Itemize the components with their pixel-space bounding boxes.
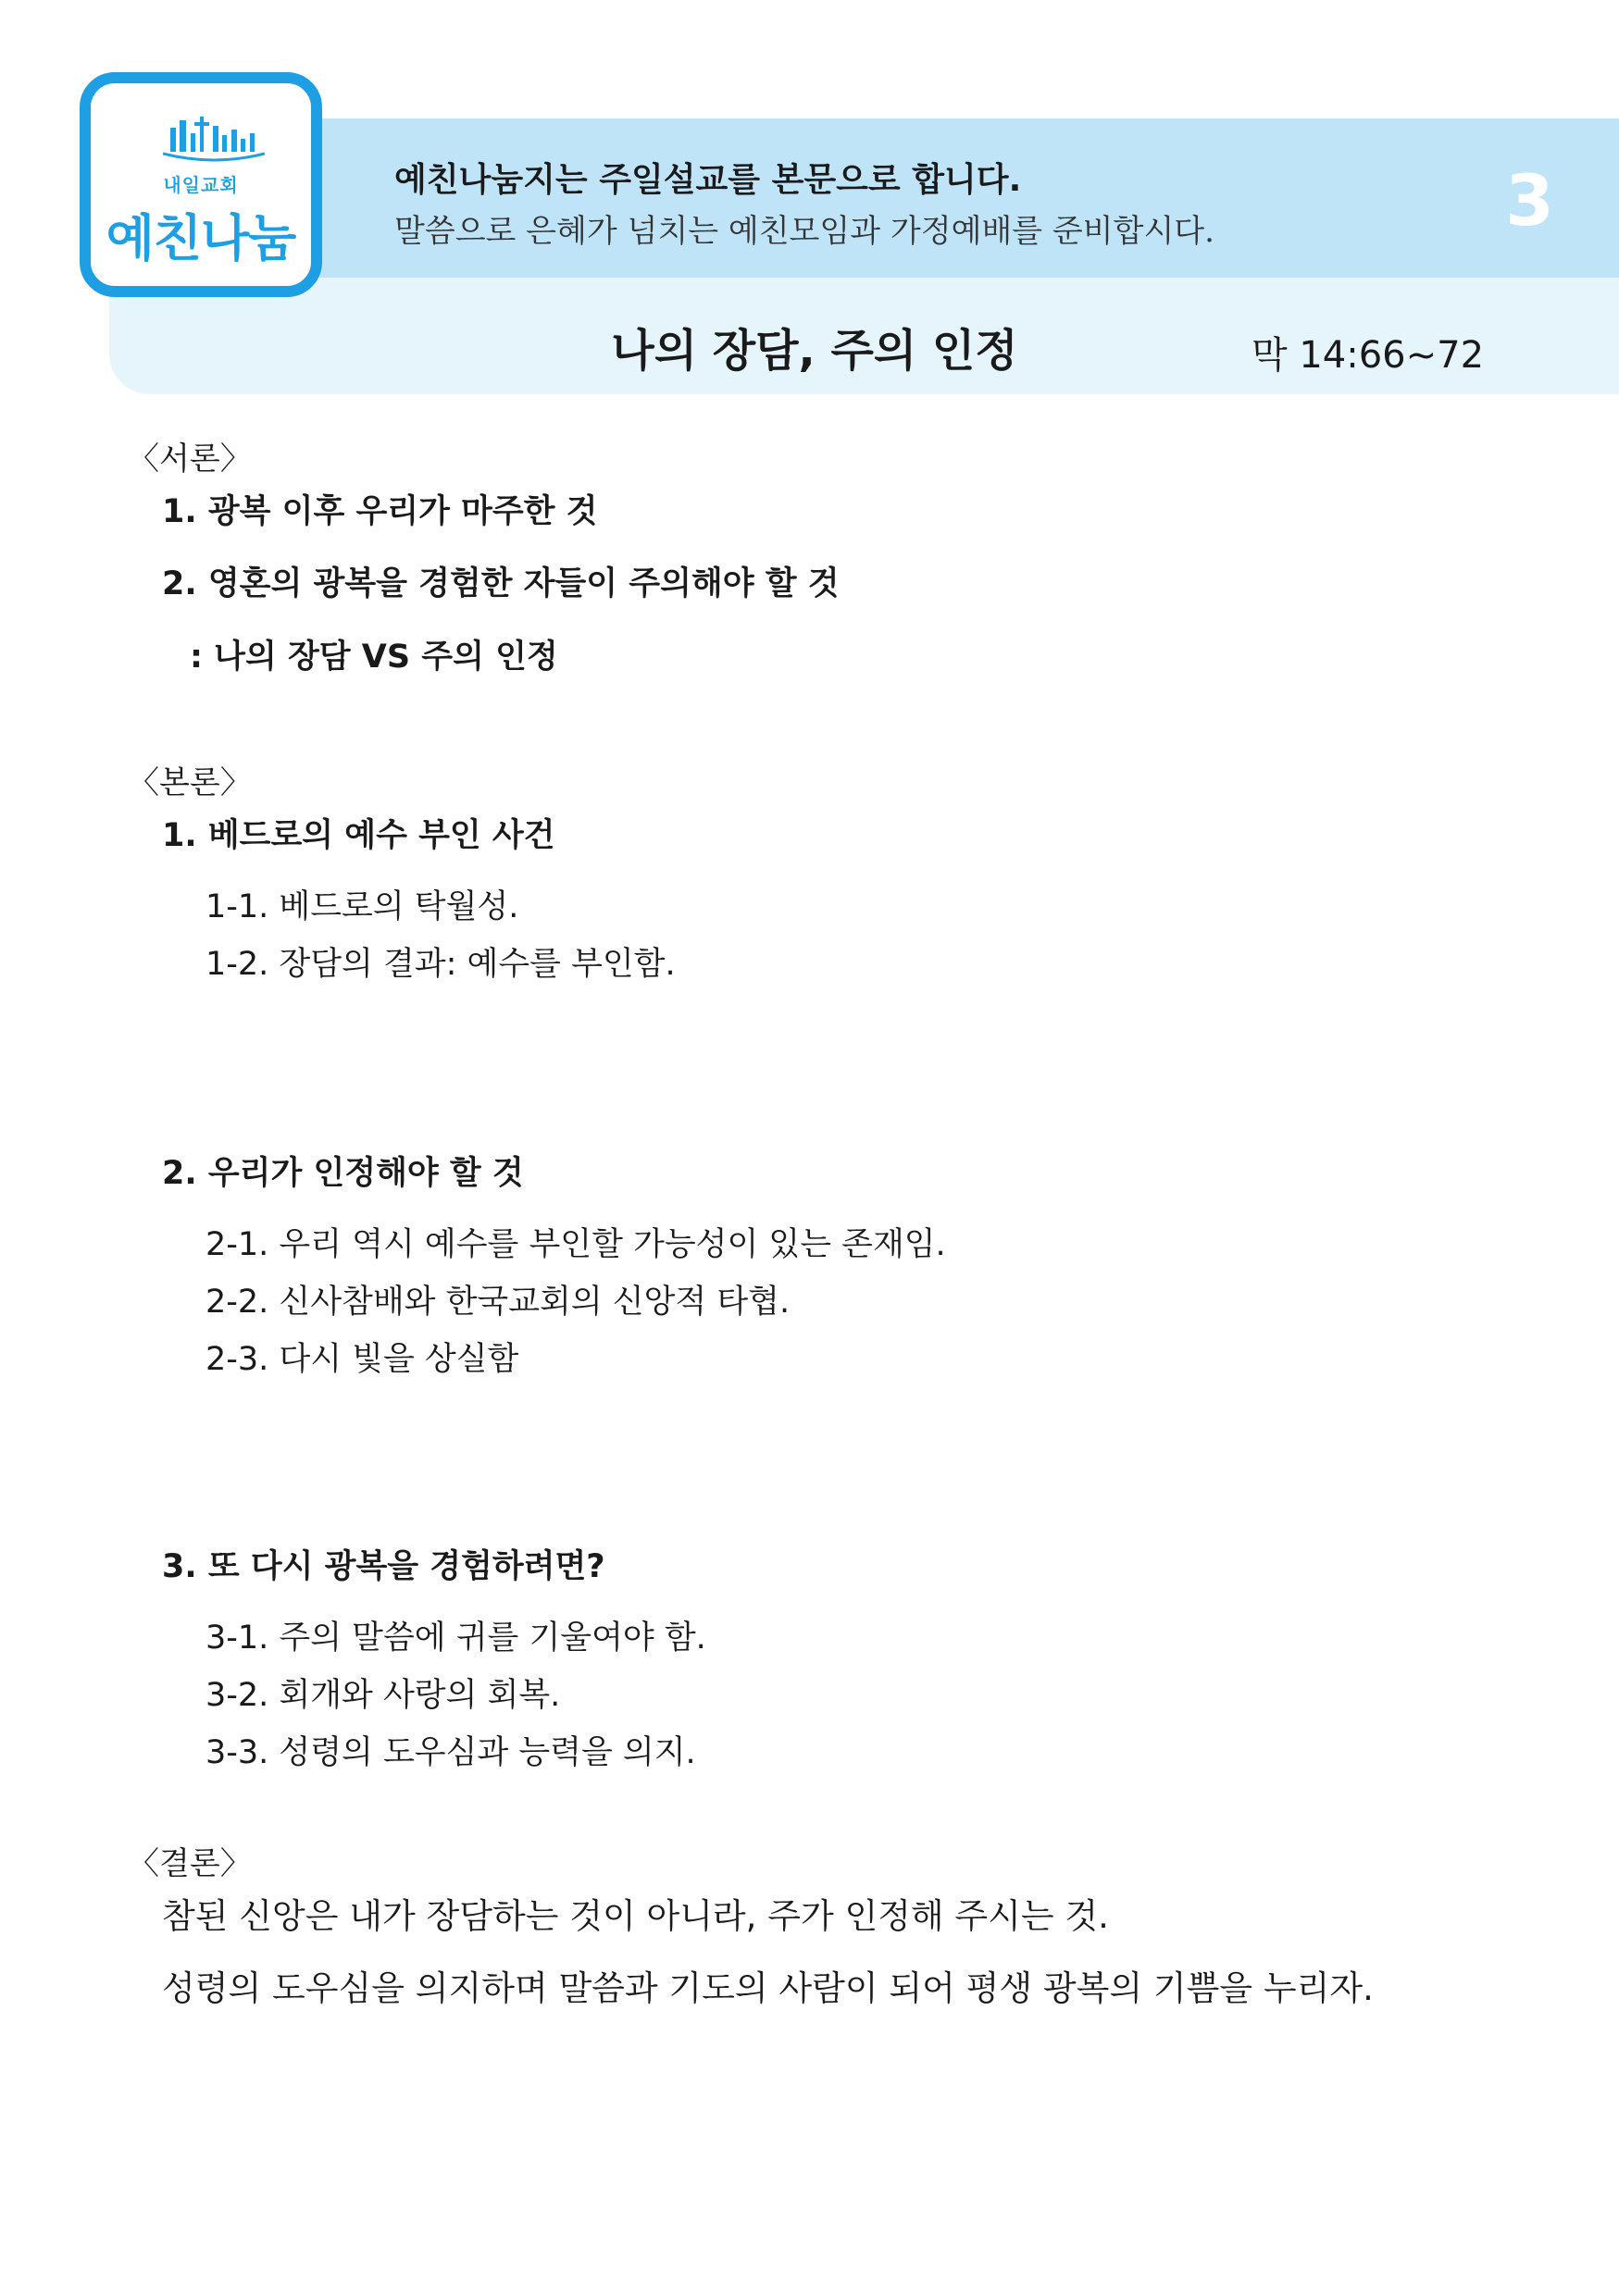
intro-heading: 〈서론〉 bbox=[128, 441, 252, 478]
conclusion-line: 참된 신앙은 내가 장담하는 것이 아니라, 주가 인정해 주시는 것. bbox=[162, 1896, 1109, 1936]
church-skyline-icon bbox=[163, 107, 265, 165]
body-subpoint: 2-2. 신사참배와 한국교회의 신앙적 타협. bbox=[205, 1284, 791, 1321]
intro-point: 2. 영혼의 광복을 경험한 자들이 주의해야 할 것 bbox=[162, 565, 840, 602]
logo-church-name: 내일교회 bbox=[163, 174, 239, 196]
body-subpoint: 3-2. 회개와 사랑의 회복. bbox=[205, 1677, 561, 1714]
conclusion-line: 성령의 도우심을 의지하며 말씀과 기도의 사람이 되어 평생 광복의 기쁨을 누리자. bbox=[162, 1968, 1374, 2008]
body-section-title: 1. 베드로의 예수 부인 사건 bbox=[162, 817, 555, 854]
intro-point: : 나의 장담 VS 주의 인정 bbox=[190, 639, 558, 676]
logo-title: 예친나눔 bbox=[106, 209, 296, 267]
body-subpoint: 1-2. 장담의 결과: 예수를 부인함. bbox=[205, 946, 676, 983]
conclusion-heading: 〈결론〉 bbox=[128, 1845, 252, 1882]
sermon-title: 나의 장담, 주의 인정 bbox=[611, 325, 1018, 377]
body-section-title: 2. 우리가 인정해야 할 것 bbox=[162, 1155, 524, 1192]
church-logo bbox=[80, 72, 322, 297]
body-heading: 〈본론〉 bbox=[128, 764, 252, 801]
body-section-title: 3. 또 다시 광복을 경험하려면? bbox=[162, 1548, 605, 1585]
body-subpoint: 3-3. 성령의 도우심과 능력을 의지. bbox=[205, 1734, 696, 1771]
intro-point: 1. 광복 이후 우리가 마주한 것 bbox=[162, 493, 598, 530]
header-notice: 예친나눔지는 주일설교를 본문으로 합니다. bbox=[394, 161, 1022, 199]
body-subpoint: 1-1. 베드로의 탁월성. bbox=[205, 888, 519, 925]
scripture-reference: 막 14:66~72 bbox=[1252, 334, 1485, 377]
body-subpoint: 2-1. 우리 역시 예수를 부인할 가능성이 있는 존재임. bbox=[205, 1226, 946, 1263]
body-subpoint: 3-1. 주의 말씀에 귀를 기울여야 함. bbox=[205, 1620, 706, 1657]
body-subpoint: 2-3. 다시 빛을 상실함 bbox=[205, 1341, 519, 1378]
page-number: 3 bbox=[1505, 159, 1554, 242]
header-subnotice: 말씀으로 은혜가 넘치는 예친모임과 가정예배를 준비합시다. bbox=[394, 213, 1214, 250]
